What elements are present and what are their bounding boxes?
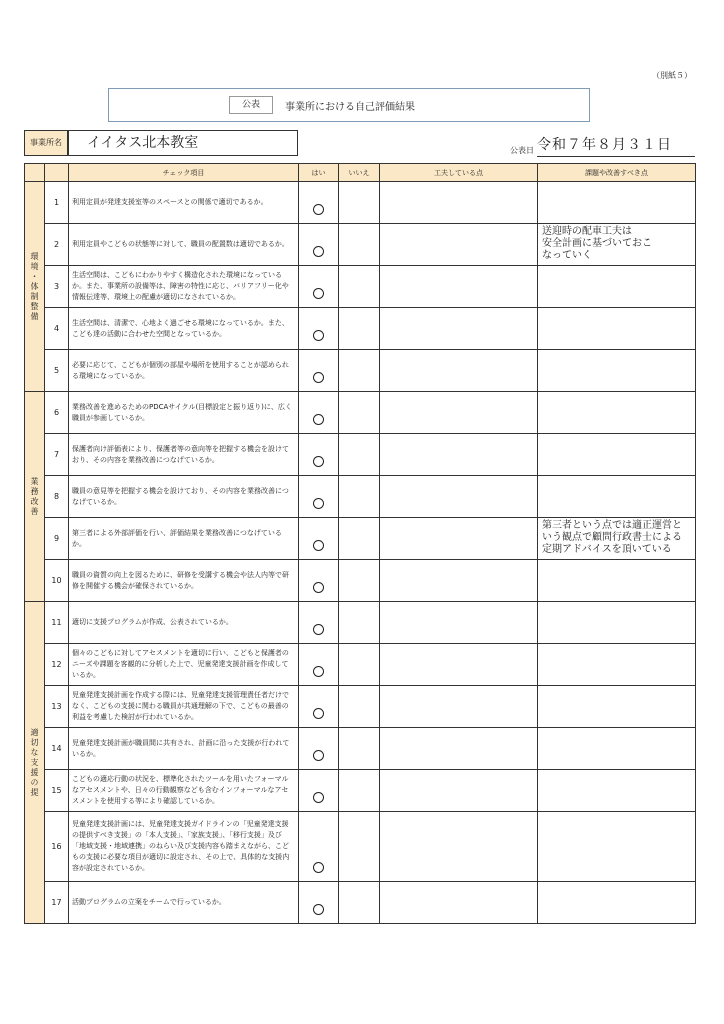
ingenuity-cell [380, 882, 538, 924]
check-item-text: 児童発達支援計画には、児童発達支援ガイドラインの「児童発達支援の提供すべき支援」の「本人支援」、「家族支援」、「移行支援」及び「地域支援・地域連携」のねらい及び支援内容も踏まえながら、こどもの支援に必要な項目が適切に設定され、その上で、具体的な支援内容が設定されているか。 [69, 812, 299, 882]
item-number: 16 [45, 812, 69, 882]
header-yes: はい [299, 164, 339, 182]
check-item-text: 活動プログラムの立案をチームで行っているか。 [69, 882, 299, 924]
circle-mark-icon [313, 498, 324, 509]
yes-cell [299, 882, 339, 924]
item-number: 2 [45, 224, 69, 266]
yes-cell [299, 350, 339, 392]
circle-mark-icon [313, 540, 324, 551]
yes-cell [299, 518, 339, 560]
improvement-cell [538, 812, 696, 882]
item-number: 12 [45, 644, 69, 686]
yes-cell [299, 266, 339, 308]
ingenuity-cell [380, 350, 538, 392]
no-cell [339, 266, 380, 308]
table-row [25, 476, 696, 518]
no-cell [339, 350, 380, 392]
yes-cell [299, 224, 339, 266]
table-row [25, 770, 696, 812]
improvement-cell [538, 266, 696, 308]
yes-cell [299, 308, 339, 350]
item-number: 14 [45, 728, 69, 770]
improvement-cell: 第三者という点では適正運営と いう観点で顧問行政書士による 定期アドバイスを頂いている [538, 518, 696, 560]
check-item-text: 個々のこどもに対してアセスメントを適切に行い、こどもと保護者のニーズや課題を客観的に分析した上で、児童発達支援計画を作成しているか。 [69, 644, 299, 686]
no-cell [339, 308, 380, 350]
yes-cell [299, 602, 339, 644]
table-row [25, 560, 696, 602]
office-label: 事業所名 [24, 130, 68, 156]
check-item-text: 生活空間は、清潔で、心地よく過ごせる環境になっているか。また、こども達の活動に合わせた空間となっているか。 [69, 308, 299, 350]
check-item-text: 児童発達支援計画を作成する際には、児童発達支援管理責任者だけでなく、こどもの支援に関わる職員が共通理解の下で、こどもの最善の利益を考慮した検討が行われているか。 [69, 686, 299, 728]
check-item-text: 業務改善を進めるためのPDCAサイクル(目標設定と振り返り)に、広く職員が参画しているか。 [69, 392, 299, 434]
ingenuity-cell [380, 518, 538, 560]
ingenuity-cell [380, 182, 538, 224]
improvement-cell [538, 686, 696, 728]
circle-mark-icon [313, 330, 324, 341]
item-number: 5 [45, 350, 69, 392]
table-row [25, 518, 696, 560]
improvement-cell [538, 434, 696, 476]
item-number: 11 [45, 602, 69, 644]
check-item-text: 第三者による外部評価を行い、評価結果を業務改善につなげているか。 [69, 518, 299, 560]
circle-mark-icon [313, 624, 324, 635]
item-number: 15 [45, 770, 69, 812]
page-title: 事業所における自己評価結果 [285, 102, 415, 113]
table-row [25, 882, 696, 924]
item-number: 4 [45, 308, 69, 350]
yes-cell [299, 476, 339, 518]
table-row [25, 602, 696, 644]
improvement-cell [538, 882, 696, 924]
public-title-box [108, 88, 590, 122]
yes-cell [299, 434, 339, 476]
improvement-cell [538, 392, 696, 434]
check-item-text: 適切に支援プログラムが作成、公表されているか。 [69, 602, 299, 644]
circle-mark-icon [313, 666, 324, 677]
yes-cell [299, 392, 339, 434]
office-name: イイタス北本教室 [68, 130, 298, 156]
improvement-cell [538, 560, 696, 602]
ingenuity-cell [380, 812, 538, 882]
table-row [25, 308, 696, 350]
item-number: 3 [45, 266, 69, 308]
item-number: 6 [45, 392, 69, 434]
table-row [25, 350, 696, 392]
no-cell [339, 812, 380, 882]
ingenuity-cell [380, 644, 538, 686]
no-cell [339, 686, 380, 728]
no-cell [339, 518, 380, 560]
improvement-cell: 送迎時の配車工夫は 安全計画に基づいておこ なっていく [538, 224, 696, 266]
no-cell [339, 560, 380, 602]
header-ingenuity: 工夫している点 [380, 164, 538, 182]
table-row [25, 392, 696, 434]
circle-mark-icon [313, 582, 324, 593]
item-number: 1 [45, 182, 69, 224]
header-number [45, 164, 69, 182]
category-label: 業務改善 [25, 392, 45, 602]
header-improvement: 課題や改善すべき点 [538, 164, 696, 182]
header-check-item: チェック項目 [69, 164, 299, 182]
yes-cell [299, 812, 339, 882]
ingenuity-cell [380, 728, 538, 770]
public-label: 公表 [229, 96, 273, 114]
circle-mark-icon [313, 708, 324, 719]
ingenuity-cell [380, 308, 538, 350]
circle-mark-icon [313, 792, 324, 803]
attachment-label: （別紙５） [652, 71, 692, 80]
date-label: 公表日 [510, 146, 534, 155]
table-row [25, 266, 696, 308]
check-item-text: 生活空間は、こどもにわかりやすく構造化された環境になっているか。また、事業所の設備等は、障害の特性に応じ、バリアフリー化や情報伝達等、環境上の配慮が適切になされているか。 [69, 266, 299, 308]
table-row [25, 812, 696, 882]
ingenuity-cell [380, 224, 538, 266]
improvement-cell [538, 476, 696, 518]
item-number: 13 [45, 686, 69, 728]
no-cell [339, 770, 380, 812]
no-cell [339, 182, 380, 224]
improvement-cell [538, 644, 696, 686]
item-number: 7 [45, 434, 69, 476]
category-label: 適切な支援の提 [25, 602, 45, 924]
check-item-text: 職員の意見等を把握する機会を設けており、その内容を業務改善につなげているか。 [69, 476, 299, 518]
circle-mark-icon [313, 862, 324, 873]
ingenuity-cell [380, 476, 538, 518]
circle-mark-icon [313, 246, 324, 257]
category-label: 環境・体制整備 [25, 182, 45, 392]
improvement-cell [538, 728, 696, 770]
header-category [25, 164, 45, 182]
yes-cell [299, 686, 339, 728]
ingenuity-cell [380, 560, 538, 602]
ingenuity-cell [380, 602, 538, 644]
improvement-cell [538, 770, 696, 812]
no-cell [339, 602, 380, 644]
table-row [25, 728, 696, 770]
table-row [25, 224, 696, 266]
item-number: 10 [45, 560, 69, 602]
no-cell [339, 882, 380, 924]
no-cell [339, 224, 380, 266]
yes-cell [299, 728, 339, 770]
check-item-text: 児童発達支援計画が職員間に共有され、計画に沿った支援が行われているか。 [69, 728, 299, 770]
check-item-text: 保護者向け評価表により、保護者等の意向等を把握する機会を設けており、その内容を業務改善につなげているか。 [69, 434, 299, 476]
circle-mark-icon [313, 456, 324, 467]
check-item-text: 利用定員が発達支援室等のスペースとの関係で適切であるか。 [69, 182, 299, 224]
yes-cell [299, 182, 339, 224]
evaluation-table [24, 163, 696, 924]
ingenuity-cell [380, 392, 538, 434]
table-row [25, 434, 696, 476]
ingenuity-cell [380, 266, 538, 308]
item-number: 9 [45, 518, 69, 560]
ingenuity-cell [380, 434, 538, 476]
circle-mark-icon [313, 414, 324, 425]
item-number: 8 [45, 476, 69, 518]
ingenuity-cell [380, 770, 538, 812]
table-row [25, 182, 696, 224]
header-no: いいえ [339, 164, 380, 182]
yes-cell [299, 644, 339, 686]
ingenuity-cell [380, 686, 538, 728]
check-item-text: 職員の資質の向上を図るために、研修を受講する機会や法人内等で研修を開催する機会が確保されているか。 [69, 560, 299, 602]
no-cell [339, 644, 380, 686]
table-header-row [25, 164, 696, 182]
improvement-cell [538, 602, 696, 644]
circle-mark-icon [313, 372, 324, 383]
check-item-text: 必要に応じて、こどもが個別の部屋や場所を使用することが認められる環境になっているか。 [69, 350, 299, 392]
check-item-text: 利用定員やこどもの状態等に対して、職員の配置数は適切であるか。 [69, 224, 299, 266]
no-cell [339, 728, 380, 770]
circle-mark-icon [313, 288, 324, 299]
improvement-cell [538, 308, 696, 350]
improvement-cell [538, 350, 696, 392]
circle-mark-icon [313, 204, 324, 215]
improvement-cell [538, 182, 696, 224]
circle-mark-icon [313, 750, 324, 761]
date-value: 令和７年８月３１日 [537, 134, 695, 157]
no-cell [339, 476, 380, 518]
yes-cell [299, 560, 339, 602]
table-row [25, 644, 696, 686]
no-cell [339, 392, 380, 434]
circle-mark-icon [313, 904, 324, 915]
no-cell [339, 434, 380, 476]
yes-cell [299, 770, 339, 812]
check-item-text: こどもの適応行動の状況を、標準化されたツールを用いたフォーマルなアセスメントや、日々の行動観察なども含むインフォーマルなアセスメントを使用する等により確認しているか。 [69, 770, 299, 812]
item-number: 17 [45, 882, 69, 924]
table-row [25, 686, 696, 728]
table-body [25, 182, 696, 924]
